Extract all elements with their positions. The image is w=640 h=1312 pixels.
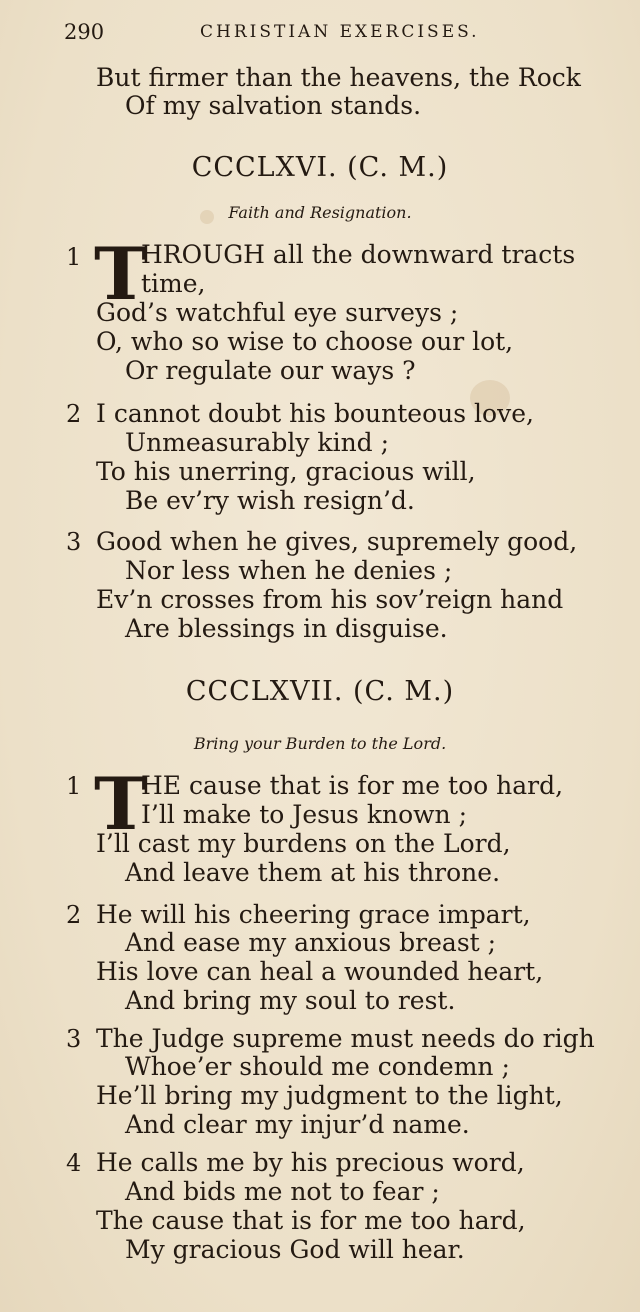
verse-line: He will his cheering grace impart, — [96, 900, 531, 929]
verse-line: The cause that is for me too hard, — [96, 1206, 526, 1235]
verse-line: Are blessings in disguise. — [125, 614, 448, 643]
stanza-number: 2 — [66, 400, 82, 428]
running-head: CHRISTIAN EXERCISES. — [200, 22, 480, 42]
verse-line: I’ll cast my burdens on the Lord, — [96, 829, 511, 858]
verse-line: Nor less when he denies ; — [125, 556, 453, 585]
drop-cap: T — [94, 761, 148, 846]
verse-line: And bids me not to fear ; — [125, 1177, 440, 1206]
verse-line: Be ev’ry wish resign’d. — [125, 486, 415, 515]
stanza-number: 4 — [66, 1149, 82, 1177]
stanza-number: 3 — [66, 1025, 82, 1053]
verse-line: His love can heal a wounded heart, — [96, 957, 544, 986]
verse-line: But firmer than the heavens, the Rock — [96, 63, 581, 92]
page-header — [64, 16, 624, 48]
verse-line: Of my salvation stands. — [125, 91, 422, 120]
verse-line: HROUGH all the downward tracts — [141, 240, 576, 269]
verse-line: Good when he gives, supremely good, — [96, 527, 578, 556]
page-number: 290 — [64, 20, 105, 44]
verse-line: God’s watchful eye surveys ; — [96, 298, 459, 327]
verse-line: Unmeasurably kind ; — [125, 428, 390, 457]
hymn-title: CCCLXVII. (C. M.) — [185, 676, 455, 707]
hymn-title: CCCLXVI. (C. M.) — [191, 152, 449, 183]
verse-line: Whoe’er should me condemn ; — [125, 1052, 510, 1081]
verse-line: The Judge supreme must needs do righ — [96, 1024, 595, 1053]
verse-line: And leave them at his throne. — [125, 858, 501, 887]
verse-line: I’ll make to Jesus known ; — [141, 800, 468, 829]
verse-line: My gracious God will hear. — [125, 1235, 465, 1264]
verse-line: I cannot doubt his bounteous love, — [96, 399, 534, 428]
stanza-number: 1 — [66, 772, 82, 800]
verse-line: He’ll bring my judgment to the light, — [96, 1081, 563, 1110]
drop-cap: T — [94, 231, 148, 316]
stanza-number: 1 — [66, 243, 82, 271]
verse-line: Ev’n crosses from his sov’reign hand — [96, 585, 564, 614]
verse-line: And ease my anxious breast ; — [125, 928, 497, 957]
verse-line: time, — [141, 269, 206, 298]
verse-line: And bring my soul to rest. — [125, 986, 456, 1015]
stanza-number: 2 — [66, 901, 82, 929]
verse-line: He calls me by his precious word, — [96, 1148, 525, 1177]
hymn-subtitle: Faith and Resignation. — [228, 203, 412, 222]
verse-line: And clear my injur’d name. — [125, 1110, 470, 1139]
stanza-number: 3 — [66, 528, 82, 556]
verse-line: To his unerring, gracious will, — [96, 457, 476, 486]
verse-line: HE cause that is for me too hard, — [141, 771, 564, 800]
verse-line: Or regulate our ways ? — [125, 356, 416, 385]
verse-line: O, who so wise to choose our lot, — [96, 327, 514, 356]
hymn-subtitle: Bring your Burden to the Lord. — [193, 734, 447, 753]
